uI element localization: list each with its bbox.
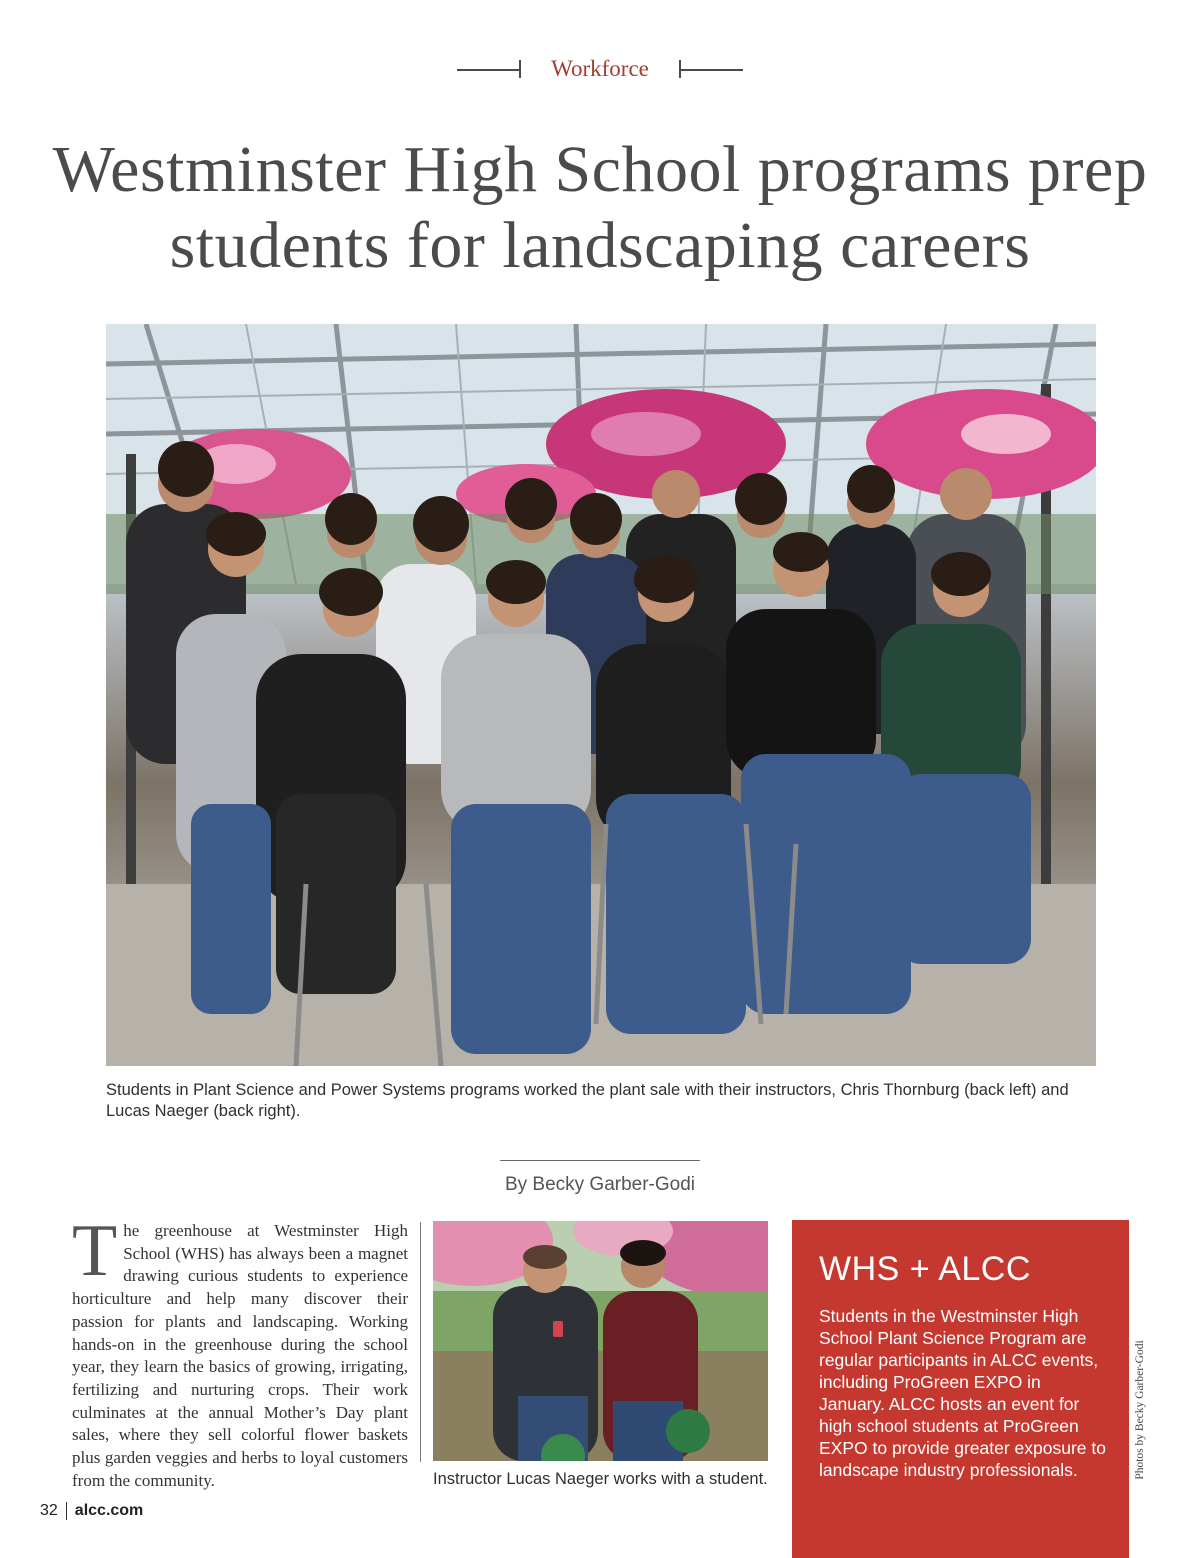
byline-rule [500,1160,700,1161]
greenhouse-group-illustration [106,324,1096,1066]
orchard-instructor-illustration [433,1221,768,1461]
drop-cap: T [72,1210,118,1292]
section-label: Workforce [551,56,649,81]
article-body [72,1210,408,1492]
whs-alcc-sidebar [792,1220,1129,1558]
footer-site-link[interactable]: alcc.com [74,1502,144,1519]
page-footer [40,1502,143,1520]
article-lead-paragraph: he greenhouse at Westminster High School (WHS) has always been a magnet drawing curious students to experience horticulture and help many discover their passion for plants and landscaping. Working hands-on in the greenhouse during the school year, they learn the basics of growing, irrigating, fertilizing and nurturing crops. Their work culminates at the annual Mother’s Day plant sales, where they sell colorful flower baskets plus garden veggies and herbs to loyal customers from the community. [72,1221,408,1490]
photo-credit: Photos by Becky Garber-Godi [1134,1340,1146,1480]
footer-divider [66,1502,67,1520]
inset-photo-caption: Instructor Lucas Naeger works with a student. [433,1470,768,1488]
main-group-photo [106,324,1096,1066]
article-headline: Westminster High School programs prep students for landscaping careers [52,133,1148,282]
sidebar-body: Students in the Westminster High School Plant Science Program are regular participants in ALCC events, including ProGreen EXPO in January. ALCC hosts an event for high school students at ProGreen EXPO to provide greater exposure to landscape industry professionals. [819,1306,1106,1480]
column-divider [420,1222,421,1462]
section-header [0,56,1200,82]
inset-instructor-photo [433,1221,768,1461]
section-rule-left [457,58,521,80]
main-photo-caption: Students in Plant Science and Power Systems programs worked the plant sale with their instructors, Chris Thornburg (back left) and Lucas Naeger (back right). [106,1081,1069,1120]
page-number: 32 [40,1502,58,1519]
byline: By Becky Garber-Godi [504,1174,696,1195]
section-rule-right [679,58,743,80]
sidebar-title: WHS + ALCC [819,1250,1031,1288]
